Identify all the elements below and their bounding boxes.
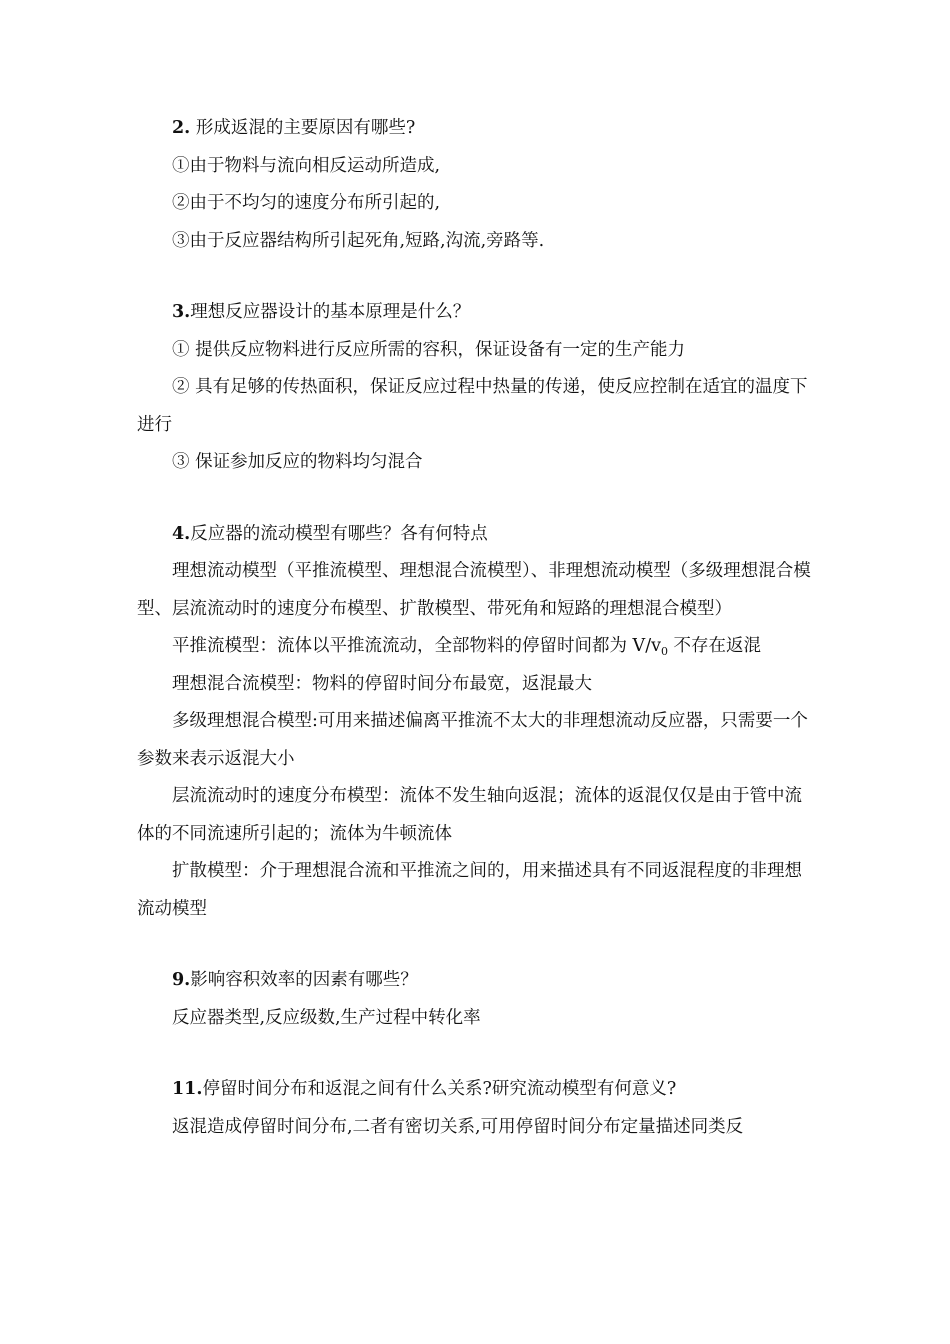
question-title: 停留时间分布和返混之间有什么关系?研究流动模型有何意义?: [202, 1079, 677, 1099]
question-9: [137, 962, 817, 1037]
answer-line: 理想流动模型（平推流模型、理想混合流模型）、非理想流动模型（多级理想混合模型、层流流动时的速度分布模型、扩散模型、带死角和短路的理想混合模型）: [137, 561, 811, 619]
answer-line: ③由于反应器结构所引起死角,短路,沟流,旁路等.: [172, 230, 545, 251]
answer-line: ①由于物料与流向相反运动所造成,: [172, 155, 441, 176]
question-title: 影响容积效率的因素有哪些？: [190, 970, 418, 990]
question-title: 理想反应器设计的基本原理是什么？: [190, 302, 471, 322]
subscript-zero: 0: [660, 645, 668, 658]
question-number: 9.: [172, 970, 191, 990]
question-number: 11.: [172, 1079, 203, 1099]
answer-line: 层流流动时的速度分布模型：流体不发生轴向返混；流体的返混仅仅是由于管中流体的不同流速所引起的；流体为牛顿流体: [137, 786, 802, 844]
document-page: [137, 110, 817, 1180]
question-heading: [137, 962, 817, 1000]
question-11: [137, 1071, 817, 1146]
question-heading: [137, 1071, 817, 1109]
answer-line: 理想混合流模型：物料的停留时间分布最宽，返混最大: [172, 673, 592, 694]
question-number: 2.: [172, 118, 191, 138]
question-title: 形成返混的主要原因有哪些?: [195, 118, 416, 138]
question-4: [137, 516, 817, 929]
plug-flow-line: [137, 628, 817, 666]
question-number: 3.: [172, 302, 191, 322]
question-heading: [137, 516, 817, 554]
question-title: 反应器的流动模型有哪些？各有何特点: [190, 523, 488, 544]
question-heading: [137, 294, 817, 332]
question-heading: [137, 110, 817, 148]
plug-flow-text-end: 不存在返混: [667, 636, 762, 656]
answer-line: ②由于不均匀的速度分布所引起的,: [172, 193, 441, 213]
plug-flow-text: 平推流模型：流体以平推流流动，全部物料的停留时间都为 V/v: [172, 636, 661, 656]
answer-line: 多级理想混合模型:可用来描述偏离平推流不太大的非理想流动反应器，只需要一个参数来表示返混大小: [137, 711, 808, 769]
answer-line: 返混造成停留时间分布,二者有密切关系,可用停留时间分布定量描述同类反: [172, 1116, 744, 1137]
answer-line: ③ 保证参加反应的物料均匀混合: [172, 452, 423, 472]
answer-line: 扩散模型：介于理想混合流和平推流之间的，用来描述具有不同返混程度的非理想流动模型: [137, 861, 802, 919]
answer-line: ② 具有足够的传热面积，保证反应过程中热量的传递，使反应控制在适宜的温度下进行: [137, 377, 808, 435]
answer-line: ① 提供反应物料进行反应所需的容积，保证设备有一定的生产能力: [172, 339, 686, 360]
question-2: [137, 110, 817, 260]
answer-line: 反应器类型,反应级数,生产过程中转化率: [172, 1007, 481, 1028]
question-number: 4.: [172, 523, 191, 544]
question-3: [137, 294, 817, 482]
